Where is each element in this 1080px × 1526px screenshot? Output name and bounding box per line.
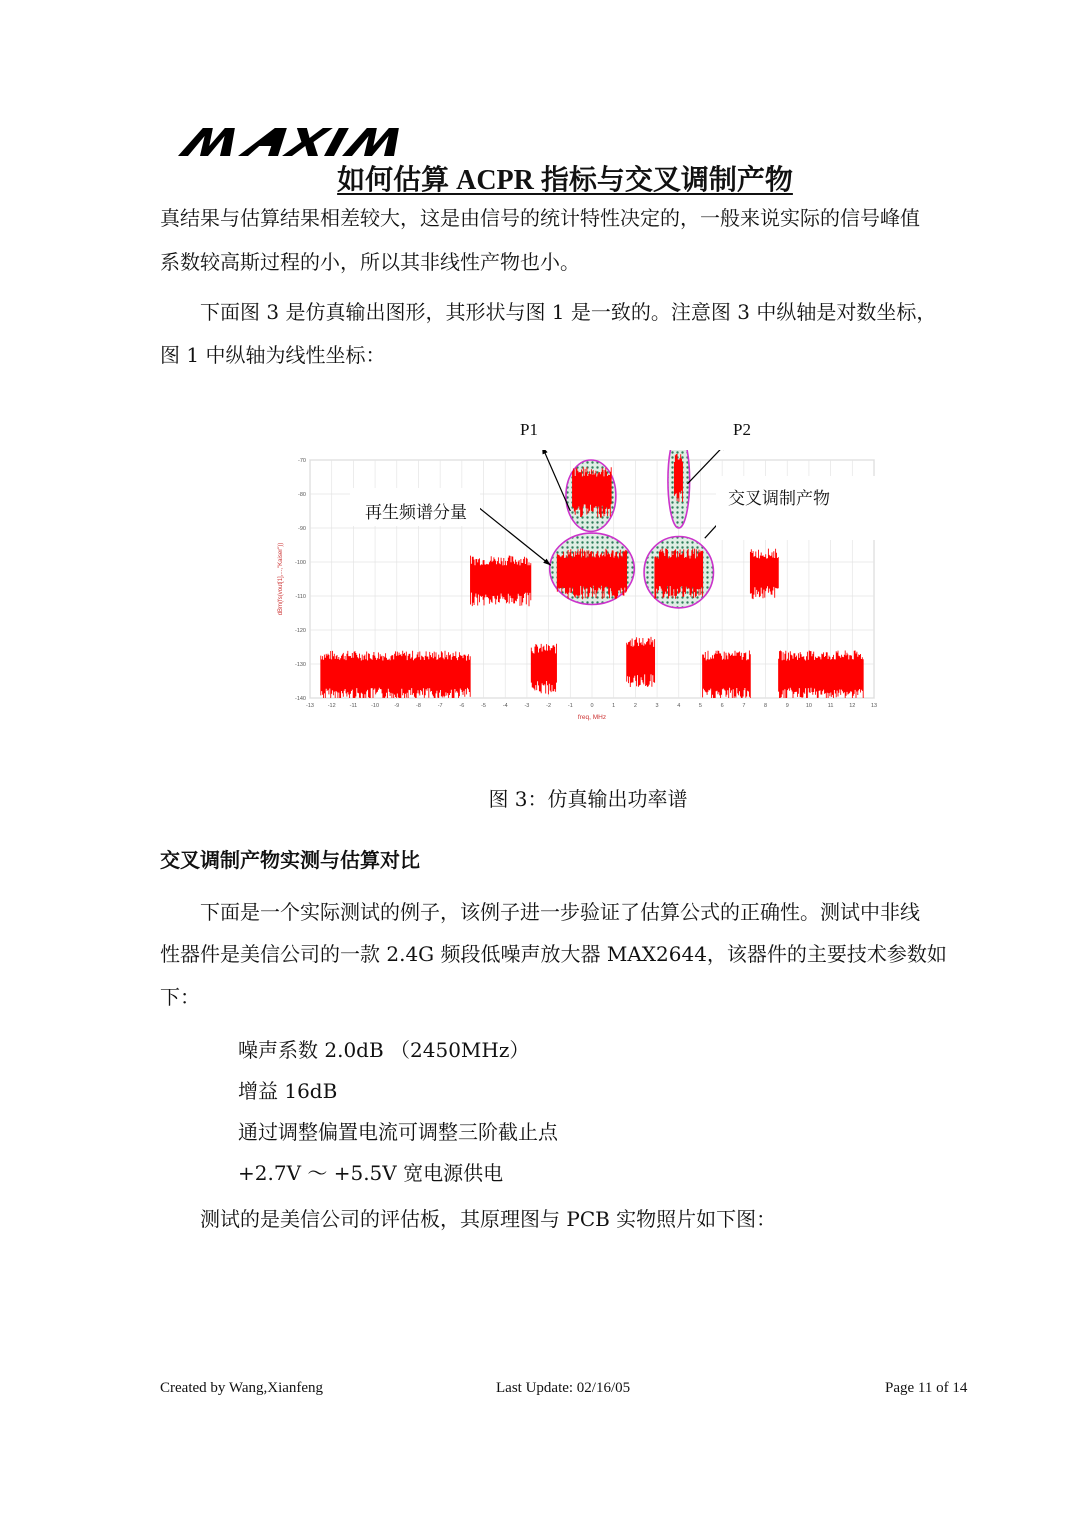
x-tick-label: -5	[481, 703, 486, 709]
x-tick-label: 8	[764, 703, 768, 709]
footer-created: Created by Wang,Xianfeng	[160, 1380, 324, 1396]
x-tick-label: 10	[805, 703, 812, 709]
x-tick-label: -8	[416, 703, 421, 709]
paragraph-3-line-2: 性器件是美信公司的一款 2.4G 频段低噪声放大器 MAX2644，该器件的主要技术参数如	[160, 942, 947, 966]
paragraph-4: 测试的是美信公司的评估板，其原理图与 PCB 实物照片如下图：	[200, 1207, 777, 1231]
paragraph-2-line-1: 下面图 3 是仿真输出图形，其形状与图 1 是一致的。注意图 3 中纵轴是对数坐标，	[200, 300, 937, 324]
label-p2: P2	[733, 420, 751, 439]
y-tick-label: -80	[298, 492, 306, 498]
y-tick-label: -100	[294, 560, 306, 566]
paragraph-1-line-2: 系数较高斯过程的小，所以其非线性产物也小。	[160, 250, 580, 274]
x-tick-label: -6	[459, 703, 465, 709]
x-tick-label: -11	[349, 703, 358, 709]
x-tick-label: 0	[590, 703, 594, 709]
bullet-item	[200, 1075, 337, 1104]
bullet-item	[200, 1034, 529, 1063]
bullet-text: +2.7V ～ +5.5V 宽电源供电	[238, 1161, 504, 1185]
paragraph-3-line-3: 下：	[160, 985, 200, 1009]
x-tick-label: -13	[306, 703, 314, 709]
x-tick-label: -7	[437, 703, 443, 709]
bullet-text: 增益 16dB	[238, 1079, 338, 1103]
figure-caption: 图 3：仿真输出功率谱	[488, 787, 688, 811]
document-title: 如何估算 ACPR 指标与交叉调制产物	[337, 165, 793, 196]
y-tick-label: -130	[294, 662, 306, 668]
bullet-text: 噪声系数 2.0dB （2450MHz）	[238, 1038, 530, 1062]
x-tick-label: -9	[394, 703, 400, 709]
x-tick-label: 3	[655, 703, 659, 709]
paragraph-3-line-1: 下面是一个实际测试的例子，该例子进一步验证了估算公式的正确性。测试中非线	[200, 900, 920, 924]
footer-updated: Last Update: 02/16/05	[496, 1380, 631, 1396]
paragraph-1-line-1: 真结果与估算结果相差较大，这是由信号的统计特性决定的，一般来说实际的信号峰值	[160, 206, 920, 230]
y-tick-label: -110	[295, 594, 306, 600]
x-tick-label: 5	[698, 703, 702, 709]
x-tick-label: 9	[785, 703, 789, 709]
label-intermod: 交叉调制产物	[728, 489, 830, 509]
x-tick-label: -4	[502, 703, 508, 709]
bullet-text: 通过调整偏置电流可调整三阶截止点	[238, 1120, 558, 1144]
x-tick-label: 4	[677, 703, 681, 709]
y-tick-label: -120	[294, 628, 306, 634]
spectrum-chart	[270, 450, 882, 735]
x-tick-label: 11	[827, 703, 834, 709]
x-tick-label: 1	[612, 703, 616, 709]
x-axis-label: freq, MHz	[577, 714, 607, 721]
y-tick-label: -90	[298, 526, 306, 532]
x-tick-label: -1	[567, 703, 573, 709]
logo-text: MAXIM	[175, 124, 179, 125]
y-tick-label: -140	[294, 696, 306, 702]
paragraph-2-line-2: 图 1 中纵轴为线性坐标：	[160, 343, 386, 367]
x-tick-label: 7	[742, 703, 746, 709]
x-tick-label: 2	[633, 703, 637, 709]
y-tick-label: -70	[298, 458, 306, 464]
section-heading: 交叉调制产物实测与估算对比	[160, 848, 420, 872]
label-p1: P1	[520, 420, 538, 439]
x-tick-label: -10	[371, 703, 380, 709]
y-axis-label: dBm(fs(vout[1],...,"Kaiser"))	[278, 542, 284, 616]
x-tick-label: -3	[524, 703, 530, 709]
x-tick-label: -2	[546, 703, 552, 709]
x-tick-label: 6	[720, 703, 724, 709]
bullet-item	[200, 1157, 503, 1186]
x-tick-label: 12	[849, 703, 856, 709]
x-tick-label: -12	[327, 703, 336, 709]
footer-page: Page 11 of 14	[885, 1380, 968, 1396]
label-regrowth: 再生频谱分量	[365, 503, 467, 523]
bullet-item	[200, 1116, 558, 1145]
x-tick-label: 13	[870, 703, 878, 709]
